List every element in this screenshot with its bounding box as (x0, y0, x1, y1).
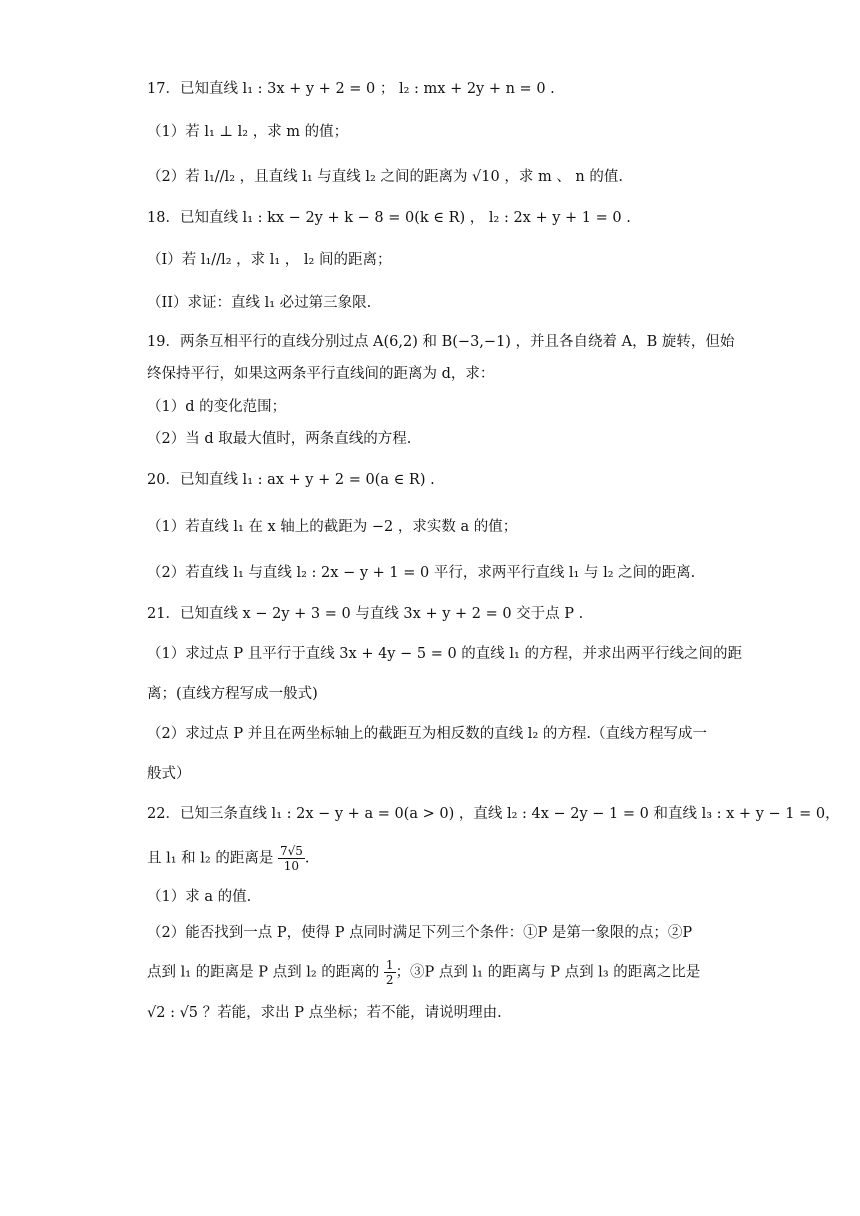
problem-22-distance-text: 且 l₁ 和 l₂ 的距离是 (147, 850, 274, 867)
fraction-numerator: 7√5 (279, 844, 303, 858)
problem-19-statement-line-2: 终保持平行，如果这两条平行直线间的距离为 d，求： (147, 366, 495, 382)
problem-18-part-2: （II）求证：直线 l₁ 必过第三象限. (147, 295, 372, 311)
problem-22-part-2-line-3: √2 : √5 ？若能，求出 P 点坐标；若不能，请说明理由. (147, 1005, 502, 1021)
problem-18-part-1: （I）若 l₁//l₂ ，求 l₁ ， l₂ 间的距离； (147, 252, 392, 268)
fraction-7-root5-over-10 (278, 844, 305, 873)
problem-21-part-2-line-2: 般式） (147, 766, 191, 782)
problem-20-statement: 20．已知直线 l₁ : ax + y + 2 = 0(a ∈ R) . (147, 472, 435, 488)
problem-21-statement: 21．已知直线 x − 2y + 3 = 0 与直线 3x + y + 2 = 0 交于点 P . (147, 606, 584, 622)
problem-20-part-1: （1）若直线 l₁ 在 x 轴上的截距为 −2 ，求实数 a 的值； (147, 519, 518, 535)
problem-21-part-1-line-1: （1）求过点 P 且平行于直线 3x + 4y − 5 = 0 的直线 l₁ 的方程，并求出两平行线之间的距 (147, 646, 742, 662)
fraction-denominator: 10 (283, 859, 300, 873)
problem-21-part-1-line-2: 离；(直线方程写成一般式) (147, 686, 318, 702)
fraction-denominator: 2 (385, 973, 394, 987)
problem-17-part-1: （1）若 l₁ ⊥ l₂ ，求 m 的值； (147, 124, 349, 140)
problem-22-statement-line-1: 22．已知三条直线 l₁ : 2x − y + a = 0(a > 0) ，直线 l₂ : 4x − 2y − 1 = 0 和直线 l₃ : x + y − 1 = 0， (147, 806, 840, 822)
problem-19-statement-line-1: 19．两条互相平行的直线分别过点 A(6,2) 和 B(−3,−1) ，并且各自绕着 A，B 旋转，但始 (147, 334, 735, 350)
problem-22-part-2-line-1: （2）能否找到一点 P，使得 P 点同时满足下列三个条件：①P 是第一象限的点；②P (147, 925, 693, 941)
problem-17-statement: 17．已知直线 l₁ : 3x + y + 2 = 0 ； l₂ : mx + 2y + n = 0 . (147, 81, 555, 97)
problem-19-part-1: （1）d 的变化范围； (147, 399, 287, 415)
problem-21-part-2-line-1: （2）求过点 P 并且在两坐标轴上的截距互为相反数的直线 l₂ 的方程.（直线方程写成一 (147, 726, 707, 742)
problem-22-ratio-text: ；③P 点到 l₁ 的距离与 P 点到 l₃ 的距离之比是 (395, 964, 701, 981)
problem-18-statement: 18．已知直线 l₁ : kx − 2y + k − 8 = 0(k ∈ R) ， l₂ : 2x + y + 1 = 0 . (147, 210, 631, 226)
problem-17-part-2: （2）若 l₁//l₂ ，且直线 l₁ 与直线 l₂ 之间的距离为 √10 ，求 m 、 n 的值. (147, 169, 623, 185)
problem-22-part-1: （1）求 a 的值. (147, 889, 252, 905)
problem-20-part-2: （2）若直线 l₁ 与直线 l₂ : 2x − y + 1 = 0 平行，求两平行直线 l₁ 与 l₂ 之间的距离. (147, 565, 696, 581)
fraction-one-half (384, 958, 396, 987)
fraction-suffix: . (304, 850, 310, 867)
fraction-numerator: 1 (385, 958, 394, 972)
problem-22-half-text: 点到 l₁ 的距离是 P 点到 l₂ 的距离的 (147, 964, 380, 981)
problem-22-statement-line-2 (147, 844, 740, 873)
problem-19-part-2: （2）当 d 取最大值时，两条直线的方程. (147, 431, 412, 447)
problem-22-part-2-line-2 (147, 958, 740, 987)
